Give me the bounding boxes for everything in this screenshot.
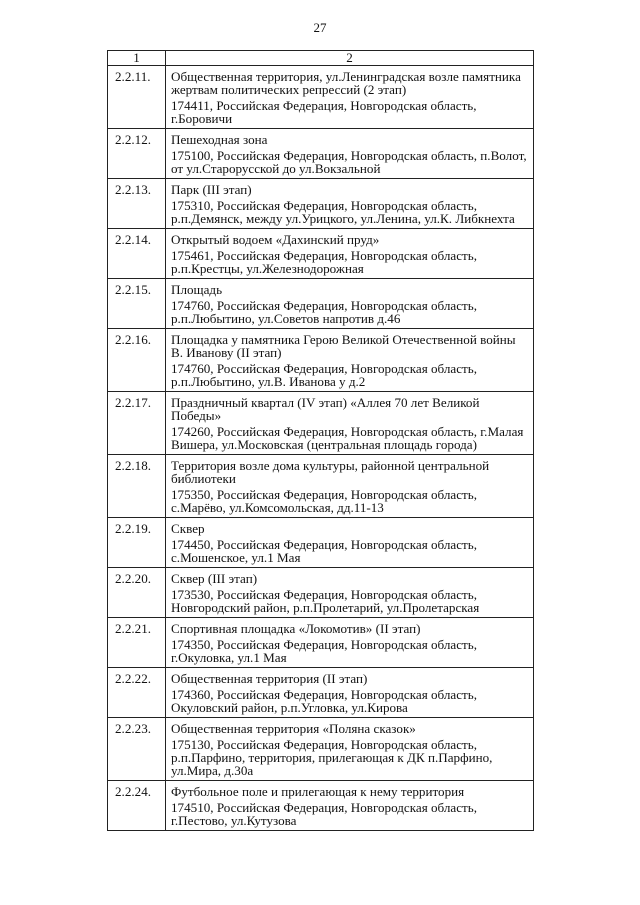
territory-address: 175130, Российская Федерация, Новгородская область, р.п.Парфино, территория, прилегающая к ДК п.Парфино, ул.Мира, д.30а (171, 737, 493, 778)
row-description (166, 66, 534, 129)
row-number: 2.2.24. (108, 781, 166, 831)
row-description (166, 718, 534, 781)
territory-title: Площадь (171, 282, 223, 297)
table-row (108, 668, 534, 718)
territory-title: Открытый водоем «Дахинский пруд» (171, 232, 380, 247)
header-col-number: 1 (108, 51, 166, 66)
table-body (108, 66, 534, 831)
page-number: 27 (313, 20, 327, 35)
row-number: 2.2.11. (108, 66, 166, 129)
row-description (166, 618, 534, 668)
table-row (108, 518, 534, 568)
row-description (166, 518, 534, 568)
row-number: 2.2.17. (108, 392, 166, 455)
table-row (108, 129, 534, 179)
territory-address: 173530, Российская Федерация, Новгородская область, Новгородский район, р.п.Пролетарий, ул.Пролетарская (171, 587, 480, 615)
territory-title: Праздничный квартал (IV этап) «Аллея 70 лет Великой Победы» (171, 395, 480, 423)
territory-title: Общественная территория, ул.Ленинградская возле памятника жертвам политических репрессий (2 этап) (171, 69, 521, 97)
territory-title: Футбольное поле и прилегающая к нему территория (171, 784, 465, 799)
row-number: 2.2.21. (108, 618, 166, 668)
territory-title: Общественная территория «Поляна сказок» (171, 721, 416, 736)
territory-title: Пешеходная зона (171, 132, 268, 147)
row-description (166, 392, 534, 455)
territory-address: 174510, Российская Федерация, Новгородская область, г.Пестово, ул.Кутузова (171, 800, 478, 828)
header-col-description: 2 (166, 51, 534, 66)
row-description (166, 279, 534, 329)
territory-address: 174360, Российская Федерация, Новгородская область, Окуловский район, р.п.Угловка, ул.Кирова (171, 687, 478, 715)
row-description (166, 455, 534, 518)
territory-address: 174260, Российская Федерация, Новгородская область, г.Малая Вишера, ул.Московская (центральная площадь города) (171, 424, 524, 452)
row-number: 2.2.16. (108, 329, 166, 392)
table-row (108, 618, 534, 668)
row-description (166, 668, 534, 718)
row-number: 2.2.19. (108, 518, 166, 568)
territory-address: 175310, Российская Федерация, Новгородская область, р.п.Демянск, между ул.Урицкого, ул.Ленина, ул.К. Либкнехта (171, 198, 515, 226)
table-row (108, 66, 534, 129)
row-description (166, 129, 534, 179)
row-description (166, 229, 534, 279)
territory-title: Территория возле дома культуры, районной центральной библиотеки (171, 458, 490, 486)
row-number: 2.2.12. (108, 129, 166, 179)
row-description (166, 568, 534, 618)
territory-title: Общественная территория (II этап) (171, 671, 368, 686)
territory-address: 175461, Российская Федерация, Новгородская область, р.п.Крестцы, ул.Железнодорожная (171, 248, 478, 276)
territory-title: Сквер (III этап) (171, 571, 258, 586)
territory-address: 174450, Российская Федерация, Новгородская область, с.Мошенское, ул.1 Мая (171, 537, 478, 565)
territory-address: 174411, Российская Федерация, Новгородская область, г.Боровичи (171, 98, 477, 126)
table-row (108, 229, 534, 279)
row-number: 2.2.13. (108, 179, 166, 229)
table-row (108, 455, 534, 518)
territory-address: 174760, Российская Федерация, Новгородская область, р.п.Любытино, ул.Советов напротив д.46 (171, 298, 478, 326)
table-row (108, 781, 534, 831)
row-number: 2.2.20. (108, 568, 166, 618)
table-row (108, 392, 534, 455)
territory-address: 174760, Российская Федерация, Новгородская область, р.п.Любытино, ул.В. Иванова у д.2 (171, 361, 478, 389)
row-number: 2.2.22. (108, 668, 166, 718)
territories-table (107, 50, 534, 831)
territory-address: 175100, Российская Федерация, Новгородская область, п.Волот, от ул.Старорусской до ул.Вокзальной (171, 148, 527, 176)
row-number: 2.2.14. (108, 229, 166, 279)
table-row (108, 279, 534, 329)
territory-title: Сквер (171, 521, 205, 536)
table-row (108, 179, 534, 229)
table-row (108, 329, 534, 392)
table-row (108, 568, 534, 618)
territory-title: Спортивная площадка «Локомотив» (II этап) (171, 621, 421, 636)
row-number: 2.2.23. (108, 718, 166, 781)
territory-address: 175350, Российская Федерация, Новгородская область, с.Марёво, ул.Комсомольская, дд.11-13 (171, 487, 478, 515)
row-number: 2.2.18. (108, 455, 166, 518)
row-description (166, 179, 534, 229)
table-row (108, 718, 534, 781)
row-description (166, 781, 534, 831)
row-description (166, 329, 534, 392)
territory-title: Площадка у памятника Герою Великой Отечественной войны В. Иванову (II этап) (171, 332, 516, 360)
row-number: 2.2.15. (108, 279, 166, 329)
table-header-row (108, 51, 534, 66)
territory-title: Парк (III этап) (171, 182, 252, 197)
territory-address: 174350, Российская Федерация, Новгородская область, г.Окуловка, ул.1 Мая (171, 637, 478, 665)
